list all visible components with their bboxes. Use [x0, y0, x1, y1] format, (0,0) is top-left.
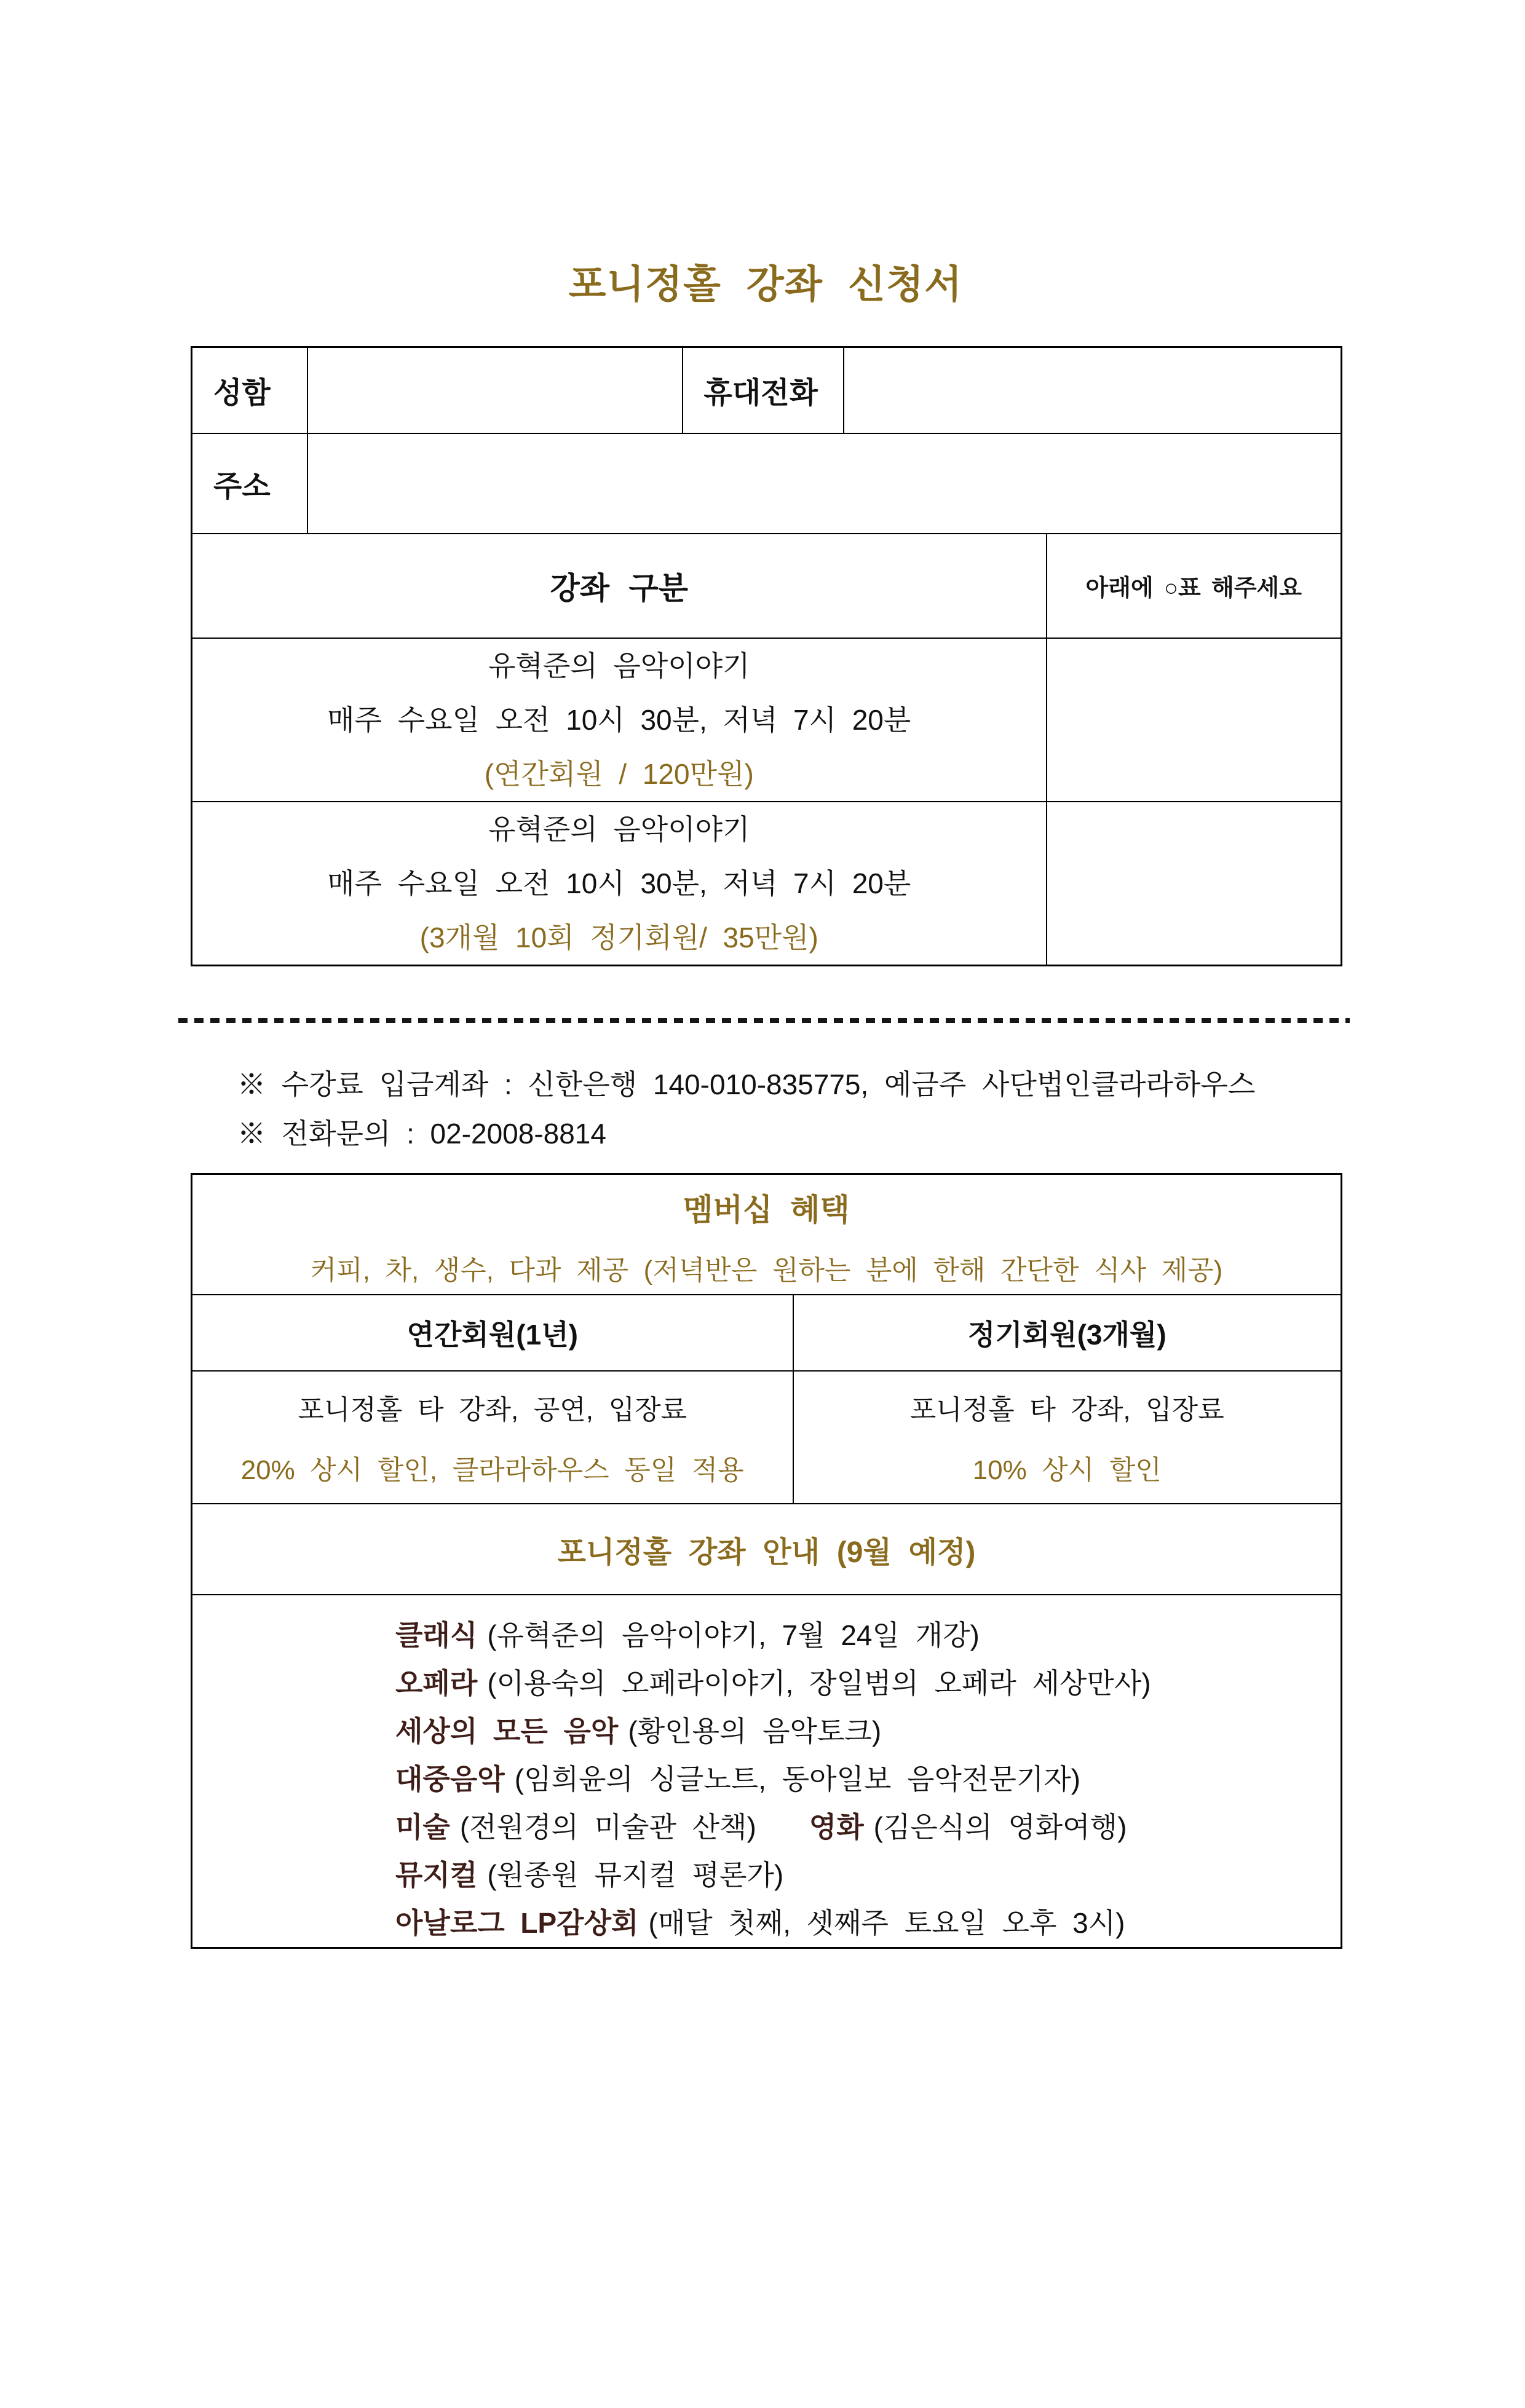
address-input-cell[interactable]	[307, 433, 1342, 534]
dashed-divider	[178, 1018, 1350, 1023]
applicant-course-table	[191, 346, 1342, 966]
name-input-cell[interactable]	[307, 347, 683, 433]
table-row	[192, 433, 1342, 534]
schedule-course-desc: (김은식의 영화여행)	[873, 1811, 1127, 1843]
schedule-course-desc: (전원경의 미술관 산책)	[459, 1811, 756, 1843]
annual-member-benefits	[192, 1371, 793, 1504]
schedule-item-analog-lp	[395, 1899, 1322, 1947]
mark-instruction-header: 아래에 ○표 해주세요	[1047, 534, 1342, 638]
regular-benefit-items: 포니정홀 타 강좌, 입장료	[909, 1395, 1224, 1425]
schedule-course-name: 미술	[395, 1811, 450, 1843]
phone-label: 휴대전화	[683, 347, 844, 433]
schedule-course-desc: (매달 첫째, 셋째주 토요일 오후 3시)	[648, 1907, 1125, 1939]
schedule-course-desc: (유혁준의 음악이야기, 7월 24일 개강)	[487, 1619, 980, 1651]
schedule-course-desc: (임희윤의 싱글노트, 동아일보 음악전문기자)	[514, 1763, 1080, 1795]
schedule-item-opera	[395, 1659, 1322, 1707]
table-row	[192, 1371, 1342, 1504]
schedule-list-cell	[192, 1595, 1342, 1948]
page-title: 포니정홀 강좌 신청서	[568, 263, 963, 306]
course-2-schedule: 매주 수요일 오전 10시 30분, 저녁 7시 20분	[327, 867, 911, 899]
course-category-header: 강좌 구분	[192, 534, 1047, 638]
bank-account-note: ※ 수강료 입금계좌 : 신한은행 140-010-835775, 예금주 사단법인클라라하우스	[237, 1068, 1256, 1100]
table-row	[192, 1295, 1342, 1371]
regular-member-header: 정기회원(3개월)	[793, 1295, 1342, 1371]
schedule-item-pop-music	[395, 1755, 1322, 1803]
table-row	[192, 1504, 1342, 1595]
schedule-course-desc: (황인용의 음악토크)	[628, 1715, 882, 1747]
regular-member-benefits	[793, 1371, 1342, 1504]
course-option-1	[192, 638, 1047, 802]
schedule-item-world-music	[395, 1707, 1322, 1755]
schedule-course-desc: (이용숙의 오페라이야기, 장일범의 오페라 세상만사)	[487, 1667, 1151, 1699]
schedule-course-name: 오페라	[395, 1667, 478, 1699]
membership-table	[191, 1173, 1342, 1949]
phone-inquiry-note: ※ 전화문의 : 02-2008-8814	[237, 1117, 606, 1150]
membership-benefit-title: 멤버십 혜택	[683, 1192, 850, 1227]
table-row	[192, 534, 1342, 638]
schedule-course-name: 영화	[809, 1811, 864, 1843]
course-2-title: 유혁준의 음악이야기	[488, 813, 750, 845]
course-2-mark-cell[interactable]	[1047, 802, 1342, 966]
phone-input-cell[interactable]	[844, 347, 1342, 433]
schedule-course-name: 뮤지컬	[395, 1859, 478, 1891]
membership-benefit-subtitle: 커피, 차, 생수, 다과 제공 (저녁반은 원하는 분에 한해 간단한 식사 제공)	[310, 1255, 1223, 1285]
course-1-title: 유혁준의 음악이야기	[488, 649, 750, 682]
schedule-course-name: 클래식	[395, 1619, 478, 1651]
table-row	[192, 347, 1342, 433]
course-1-schedule: 매주 수요일 오전 10시 30분, 저녁 7시 20분	[327, 703, 911, 736]
annual-benefit-discount: 20% 상시 할인, 클라라하우스 동일 적용	[240, 1455, 744, 1485]
schedule-item-classic	[395, 1611, 1322, 1659]
table-row	[192, 802, 1342, 966]
course-1-price: (연간회원 / 120만원)	[484, 757, 754, 790]
course-option-2	[192, 802, 1047, 966]
name-label: 성함	[192, 347, 307, 433]
schedule-course-name: 아날로그 LP감상회	[395, 1907, 639, 1939]
membership-benefit-header-cell	[192, 1174, 1342, 1295]
table-row	[192, 638, 1342, 802]
application-form-page	[191, 253, 1341, 1949]
address-label: 주소	[192, 433, 307, 534]
payment-notes	[191, 1060, 1341, 1158]
schedule-item-art-film	[395, 1803, 1322, 1851]
regular-benefit-discount: 10% 상시 할인	[972, 1455, 1162, 1485]
schedule-section-header: 포니정홀 강좌 안내 (9월 예정)	[192, 1504, 1342, 1595]
course-1-mark-cell[interactable]	[1047, 638, 1342, 802]
course-2-price: (3개월 10회 정기회원/ 35만원)	[419, 921, 818, 953]
schedule-course-name: 대중음악	[395, 1763, 505, 1795]
annual-benefit-items: 포니정홀 타 강좌, 공연, 입장료	[298, 1395, 687, 1425]
schedule-item-musical	[395, 1851, 1322, 1899]
table-row	[192, 1174, 1342, 1295]
annual-member-header: 연간회원(1년)	[192, 1295, 793, 1371]
table-row	[192, 1595, 1342, 1948]
schedule-course-desc: (원종원 뮤지컬 평론가)	[487, 1859, 784, 1891]
schedule-course-name: 세상의 모든 음악	[395, 1715, 619, 1747]
